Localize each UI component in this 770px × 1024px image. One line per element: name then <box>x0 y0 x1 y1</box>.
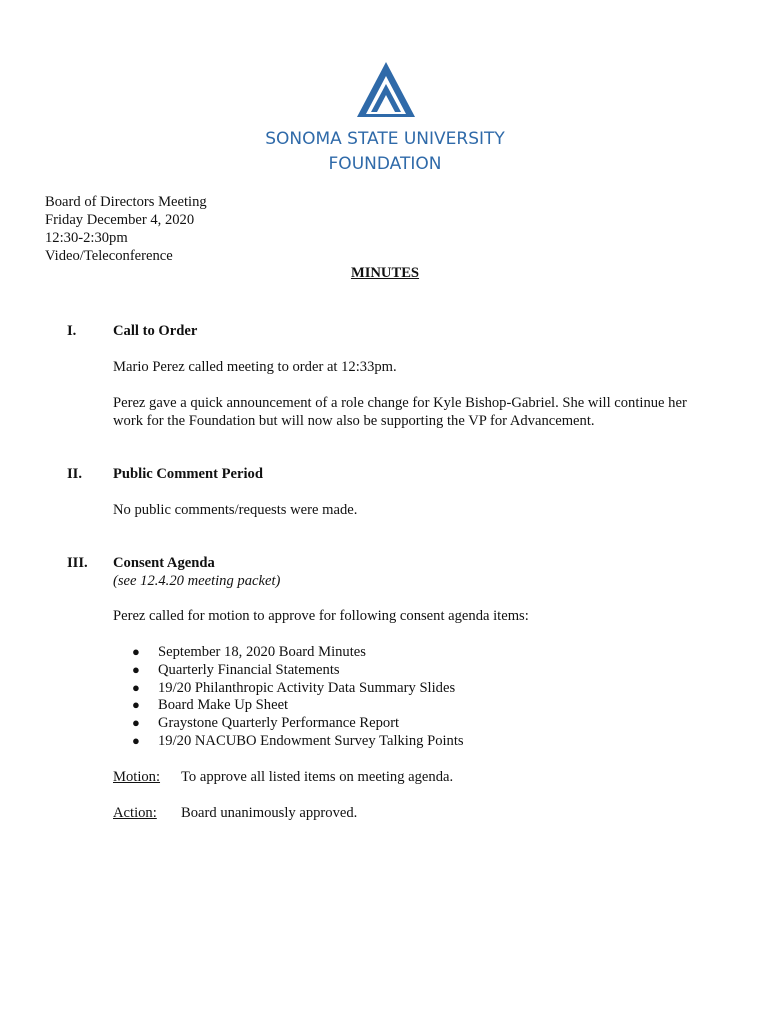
meeting-date: Friday December 4, 2020 <box>45 212 195 228</box>
section-1-para1: Mario Perez called meeting to order at 12:33pm. <box>113 359 397 375</box>
section-1-para2-line1: Perez gave a quick announcement of a role change for Kyle Bishop-Gabriel. She will continue her <box>113 395 687 411</box>
consent-items-list <box>132 643 464 750</box>
action-label: Action: <box>113 805 157 821</box>
list-item: ● Graystone Quarterly Performance Report <box>132 715 400 732</box>
bullet-icon: ● <box>132 732 140 748</box>
list-item: ● 19/20 Philanthropic Activity Data Summary Slides <box>132 679 456 696</box>
meeting-format: Video/Teleconference <box>45 248 173 264</box>
section-1-number: I. <box>67 323 77 339</box>
meeting-time: 12:30-2:30pm <box>45 230 128 246</box>
section-3-heading: Consent Agenda <box>113 555 215 571</box>
org-name-line1: SONOMA STATE UNIVERSITY <box>265 129 505 149</box>
bullet-icon: ● <box>132 661 140 677</box>
meeting-name: Board of Directors Meeting <box>45 194 207 210</box>
document-title: MINUTES <box>350 265 420 281</box>
section-3-para1: Perez called for motion to approve for following consent agenda items: <box>113 608 529 624</box>
bullet-icon: ● <box>132 715 140 731</box>
bullet-icon: ● <box>132 643 140 659</box>
section-1-heading: Call to Order <box>113 323 198 339</box>
list-item: ● 19/20 NACUBO Endowment Survey Talking Points <box>132 732 464 749</box>
meeting-info <box>45 193 207 265</box>
list-item: ● Quarterly Financial Statements <box>132 661 340 678</box>
section-2-heading: Public Comment Period <box>113 466 263 482</box>
org-name-line2: FOUNDATION <box>328 154 442 174</box>
foundation-logo <box>357 62 415 117</box>
section-1-para2-line2: work for the Foundation but will now also be supporting the VP for Advancement. <box>113 413 595 429</box>
motion-text: To approve all listed items on meeting agenda. <box>181 769 454 785</box>
section-2-para1: No public comments/requests were made. <box>113 502 358 518</box>
section-3-subheading: (see 12.4.20 meeting packet) <box>113 573 281 589</box>
list-item: ● Board Make Up Sheet <box>132 697 289 714</box>
section-3-number: III. <box>67 555 88 571</box>
bullet-icon: ● <box>132 697 140 713</box>
bullet-icon: ● <box>132 679 140 695</box>
action-text: Board unanimously approved. <box>181 805 358 821</box>
list-item: ● September 18, 2020 Board Minutes <box>132 643 366 660</box>
section-2-number: II. <box>67 466 83 482</box>
motion-label: Motion: <box>113 769 161 785</box>
